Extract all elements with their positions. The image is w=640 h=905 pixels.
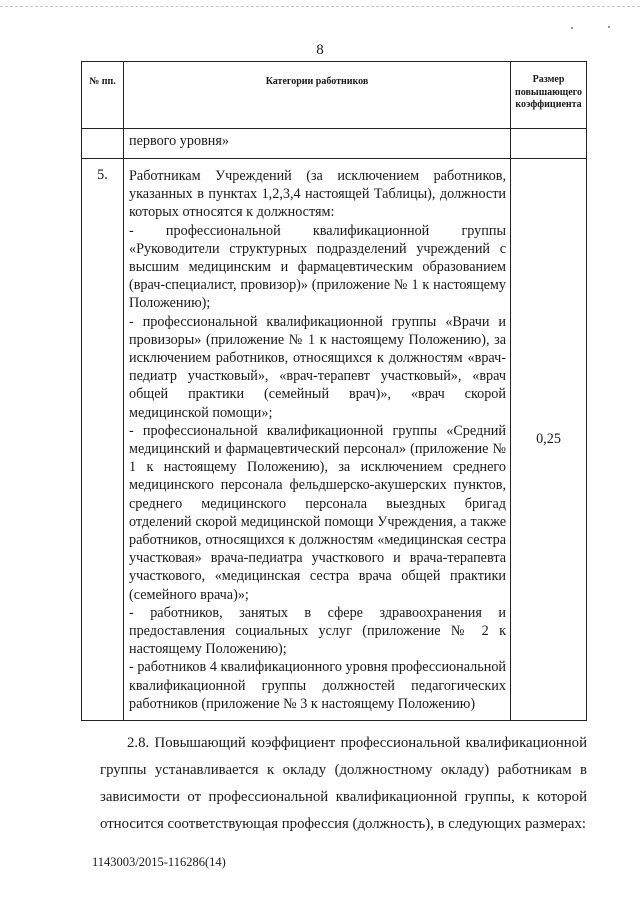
continuation-text: первого уровня» <box>124 129 511 159</box>
body-paragraph: 2.8. Повышающий коэффициент профессиональной квалификационной группы устанавливается к окладу (должностному окладу) работникам в зависимости от профессиональной квалификационной группы, к которой относится соответствующая профессия (должность), в следующих размерах: <box>100 735 587 832</box>
table-header-row <box>82 62 587 129</box>
category-item: - профессиональной квалификационной группы «Средний медицинский и фармацевтический персонал» (приложение № 1 к настоящему Положению), за исключением среднего медицинского персонала фельдшерско-акушерских пунктов, среднего медицинского персонала выездных бригад отделений скорой медицинской помощи Учреждения, а также работников, относящихся к должностям «медицинская сестра участковая» врача-педиатра участкового и врача-терапевта участкового, «медицинская сестра врача общей практики (семейного врача)»; <box>129 422 506 603</box>
continuation-num-cell <box>82 129 124 159</box>
scan-speck <box>571 27 573 29</box>
row-number: 5. <box>82 159 124 721</box>
category-item: - профессиональной квалификационной группы «Руководители структурных подразделений учреждений с высшим медицинским и фармацевтическим образованием (врач-специалист, провизор)» (приложение № 1 к настоящему Положению); <box>129 222 506 312</box>
table-row-continuation <box>82 129 587 159</box>
document-footer-code: 1143003/2015-116286(14) <box>92 855 226 869</box>
table-row <box>82 159 587 721</box>
category-item: - работников 4 квалификационного уровня профессиональной квалификационной группы должностей педагогических работников (приложение № 3 к настоящему Положению) <box>129 659 506 712</box>
row-coefficient: 0,25 <box>511 159 587 721</box>
header-category: Категории работников <box>124 62 511 129</box>
scan-edge-rule <box>0 6 640 7</box>
row-category <box>124 159 511 721</box>
category-intro: Работникам Учреждений (за исключением работников, указанных в пунктах 1,2,3,4 настоящей Таблицы), должности которых относятся к должностям: <box>129 168 506 221</box>
header-coefficient: Размер повышающего коэффициента <box>511 62 587 129</box>
coefficient-table <box>81 61 587 721</box>
page-number: 8 <box>316 42 324 58</box>
continuation-coef-cell <box>511 129 587 159</box>
header-num: № пп. <box>82 62 124 129</box>
scan-speck <box>608 26 610 28</box>
category-item: - работников, занятых в сфере здравоохранения и предоставления социальных услуг (приложение № 2 к настоящему Положению); <box>129 604 506 658</box>
category-item: - профессиональной квалификационной группы «Врачи и провизоры» (приложение № 1 к настоящему Положению), за исключением работников, относящихся к должностям «врач-педиатр участковый», «врач-терапевт участковый», «врач общей практики (семейный врач)», «врач скорой медицинской помощи»; <box>129 313 506 421</box>
